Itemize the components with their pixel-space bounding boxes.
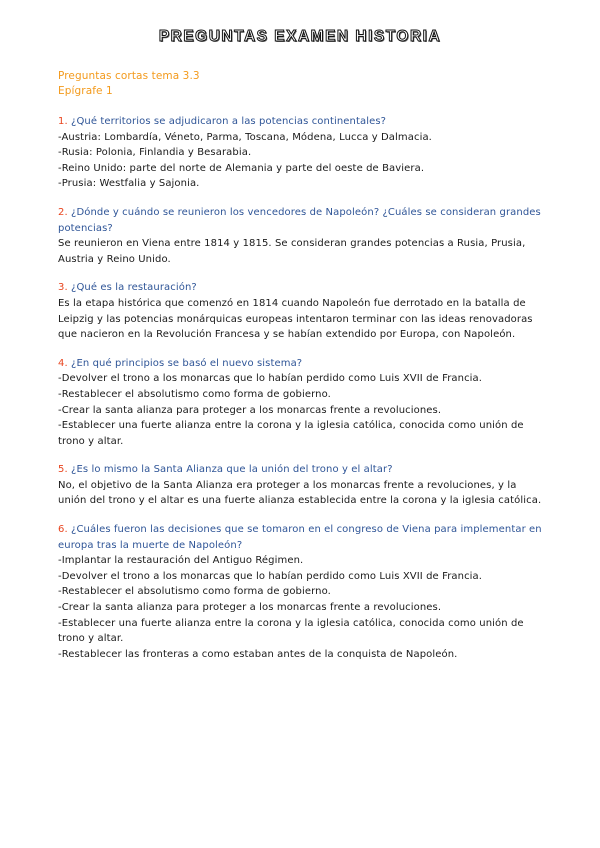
- question-6: [58, 522, 548, 662]
- answer-line: -Prusia: Westfalia y Sajonia.: [58, 178, 200, 190]
- question-6-number: 6.: [58, 524, 68, 536]
- question-2-heading: [58, 205, 548, 236]
- question-5-heading: [58, 462, 548, 478]
- answer-line: -Rusia: Polonia, Finlandia y Besarabia.: [58, 147, 252, 159]
- question-2-number: 2.: [58, 206, 68, 218]
- answer-line: -Crear la santa alianza para proteger a los monarcas frente a revoluciones.: [58, 602, 442, 614]
- question-3-number: 3.: [58, 282, 68, 294]
- question-5-answer: No, el objetivo de la Santa Alianza era proteger a los monarcas frente a revoluciones, y la unión del trono y el altar es una fuerte alianza establecida entre la corona y la iglesia católica.: [58, 479, 542, 507]
- question-1-number: 1.: [58, 116, 68, 127]
- page-title: PREGUNTAS EXAMEN HISTORIA: [158, 28, 442, 45]
- question-4-heading: [58, 356, 548, 372]
- question-4-text: ¿En qué principios se basó el nuevo sistema?: [71, 357, 303, 369]
- question-6-text: ¿Cuáles fueron las decisiones que se tomaron en el congreso de Viena para implementar en europa tras la muerte de Napoleón?: [58, 524, 542, 551]
- question-5-number: 5.: [58, 464, 68, 476]
- question-1-text: ¿Qué territorios se adjudicaron a las potencias continentales?: [71, 116, 387, 127]
- question-3-heading: [58, 280, 548, 296]
- intro-epigraph: Epígrafe 1: [58, 85, 113, 97]
- answer-line: -Crear la santa alianza para proteger a los monarcas frente a revoluciones.: [58, 404, 442, 416]
- answer-line: -Reino Unido: parte del norte de Alemania y parte del oeste de Baviera.: [58, 162, 425, 174]
- question-5: [58, 462, 548, 509]
- questions-list: [58, 114, 548, 675]
- answer-line: -Restablecer las fronteras a como estaban antes de la conquista de Napoleón.: [58, 648, 458, 660]
- question-3-text: ¿Qué es la restauración?: [71, 282, 197, 294]
- question-1-heading: [58, 114, 548, 130]
- question-2: [58, 205, 548, 267]
- answer-line: -Implantar la restauración del Antiguo Régimen.: [58, 555, 304, 567]
- question-2-answer: Se reunieron en Viena entre 1814 y 1815. Se consideran grandes potencias a Rusia, Prusia, Austria y Reino Unido.: [58, 238, 526, 265]
- answer-line: -Restablecer el absolutismo como forma de gobierno.: [58, 388, 331, 400]
- question-3: [58, 280, 548, 342]
- intro-subtitle: Preguntas cortas tema 3.3: [58, 70, 200, 82]
- question-5-text: ¿Es lo mismo la Santa Alianza que la unión del trono y el altar?: [71, 464, 393, 476]
- question-4-number: 4.: [58, 357, 68, 369]
- answer-line: -Devolver el trono a los monarcas que lo habían perdido como Luis XVII de Francia.: [58, 570, 483, 582]
- question-1: [58, 114, 548, 192]
- question-6-heading: [58, 522, 548, 553]
- answer-line: -Restablecer el absolutismo como forma de gobierno.: [58, 586, 331, 598]
- answer-line: -Austria: Lombardía, Véneto, Parma, Toscana, Módena, Lucca y Dalmacia.: [58, 131, 432, 143]
- question-4: [58, 356, 548, 450]
- intro-block: [58, 69, 200, 99]
- answer-line: -Establecer una fuerte alianza entre la corona y la iglesia católica, conocida como unión de trono y altar.: [58, 420, 524, 447]
- answer-line: -Establecer una fuerte alianza entre la corona y la iglesia católica, conocida como unión de trono y altar.: [58, 617, 524, 645]
- question-3-answer: Es la etapa histórica que comenzó en 1814 cuando Napoleón fue derrotado en la batalla de Leipzig y las potencias monárquicas europeas intentaron terminar con las ideas renovadoras que nacieron en la Revolución Francesa y se habían extendido por Europa, con Napoleón.: [58, 297, 533, 341]
- question-2-text: ¿Dónde y cuándo se reunieron los vencedores de Napoleón? ¿Cuáles se consideran grandes potencias?: [58, 206, 541, 234]
- answer-line: -Devolver el trono a los monarcas que lo habían perdido como Luis XVII de Francia.: [58, 373, 483, 385]
